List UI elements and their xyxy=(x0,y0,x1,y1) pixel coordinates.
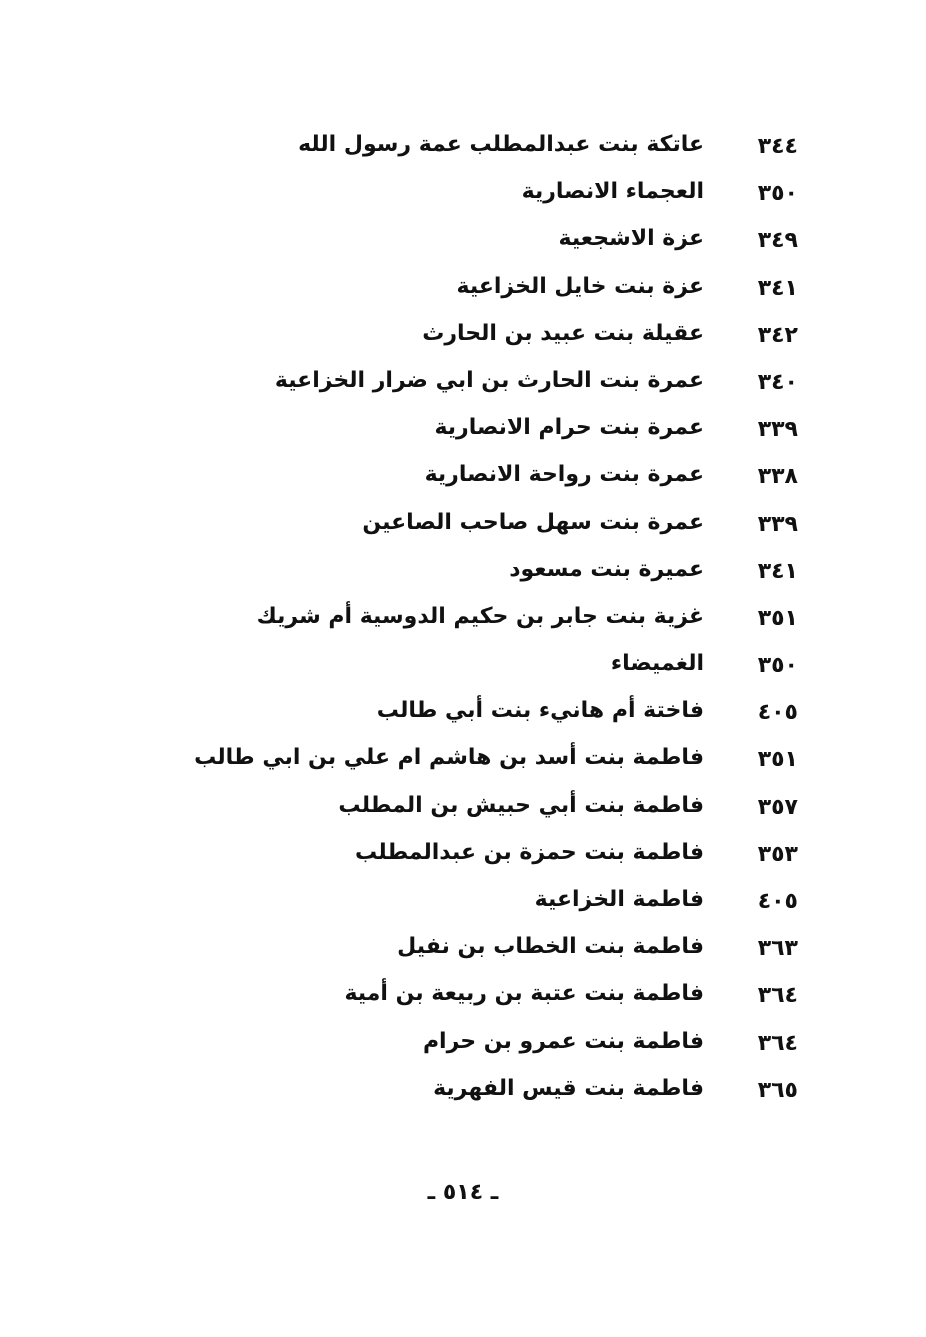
entry-name: عزة الاشجعية xyxy=(558,226,704,252)
entry-page-number: ٣٥٣ xyxy=(757,841,798,867)
entry-page-number: ٤٠٥ xyxy=(757,889,798,914)
entry-page-number: ٣٥١ xyxy=(757,605,798,631)
index-entry xyxy=(0,364,926,411)
index-entry xyxy=(0,883,926,930)
entry-page-number: ٤٠٥ xyxy=(757,700,798,726)
index-entry xyxy=(0,175,926,222)
page-number: ـ ٥١٤ ـ xyxy=(427,1180,499,1205)
entry-name: عقيلة بنت عبيد بن الحارث xyxy=(422,320,704,346)
entry-page-number: ٣٦٥ xyxy=(757,1077,798,1103)
entry-name: عاتكة بنت عبدالمطلب عمة رسول الله xyxy=(298,132,704,157)
index-entry xyxy=(0,930,926,977)
index-entry xyxy=(0,128,926,175)
index-entry xyxy=(0,553,926,600)
index-entry xyxy=(0,977,926,1024)
entry-name: فاطمة بنت عتبة بن ربيعة بن أمية xyxy=(344,981,704,1007)
index-entry xyxy=(0,506,926,553)
index-entry xyxy=(0,222,926,269)
entry-name: فاطمة بنت أسد بن هاشم ام علي بن ابي طالب xyxy=(194,745,704,771)
entry-name: فاختة أم هانيء بنت أبي طالب xyxy=(376,698,704,724)
index-entry xyxy=(0,647,926,694)
entry-page-number: ٣٦٤ xyxy=(757,1030,798,1056)
index-entry xyxy=(0,458,926,505)
entry-page-number: ٣٤١ xyxy=(757,275,798,301)
entry-page-number: ٣٣٨ xyxy=(757,464,798,490)
entry-name: فاطمة الخزاعية xyxy=(534,887,704,912)
entry-name: فاطمة بنت أبي حبيش بن المطلب xyxy=(338,792,704,818)
entry-name: فاطمة بنت عمرو بن حرام xyxy=(422,1028,704,1054)
entry-page-number: ٣٣٩ xyxy=(757,417,798,443)
entry-name: عمرة بنت الحارث بن ابي ضرار الخزاعية xyxy=(274,367,704,393)
entry-name: فاطمة بنت الخطاب بن نفيل xyxy=(397,934,704,960)
entry-name: فاطمة بنت قيس الفهرية xyxy=(433,1075,704,1101)
index-entry xyxy=(0,789,926,836)
entry-page-number: ٣٥٧ xyxy=(757,794,798,820)
entry-page-number: ٣٥١ xyxy=(757,747,798,773)
entry-page-number: ٣٥٠ xyxy=(757,181,798,207)
entry-page-number: ٣٣٩ xyxy=(757,511,798,537)
entry-page-number: ٣٤٢ xyxy=(757,322,798,348)
entry-page-number: ٣٤٠ xyxy=(757,369,798,395)
entry-name: العجماء الانصارية xyxy=(521,179,704,205)
entry-name: عمرة بنت رواحة الانصارية xyxy=(424,462,704,488)
entry-name: فاطمة بنت حمزة بن عبدالمطلب xyxy=(355,839,704,865)
index-entry xyxy=(0,317,926,364)
index-entry xyxy=(0,836,926,883)
index-entry xyxy=(0,694,926,741)
index-entry xyxy=(0,1025,926,1072)
entry-page-number: ٣٤١ xyxy=(757,558,798,584)
entry-page-number: ٣٤٤ xyxy=(757,134,798,159)
entry-name: الغميضاء xyxy=(610,651,704,677)
index-entry xyxy=(0,600,926,647)
index-entry xyxy=(0,741,926,788)
entry-name: عمرة بنت حرام الانصارية xyxy=(434,415,704,441)
entry-page-number: ٣٥٠ xyxy=(757,653,798,679)
index-list xyxy=(0,128,926,1119)
index-entry xyxy=(0,1072,926,1119)
entry-page-number: ٣٦٤ xyxy=(757,983,798,1009)
entry-page-number: ٣٤٩ xyxy=(757,228,798,254)
entry-name: عزة بنت خايل الخزاعية xyxy=(456,273,704,299)
entry-page-number: ٣٦٣ xyxy=(757,936,798,962)
index-entry xyxy=(0,411,926,458)
entry-name: عمرة بنت سهل صاحب الصاعين xyxy=(362,509,704,535)
entry-name: غزية بنت جابر بن حكيم الدوسية أم شريك xyxy=(256,603,704,629)
entry-name: عميرة بنت مسعود xyxy=(509,556,704,582)
index-entry xyxy=(0,270,926,317)
